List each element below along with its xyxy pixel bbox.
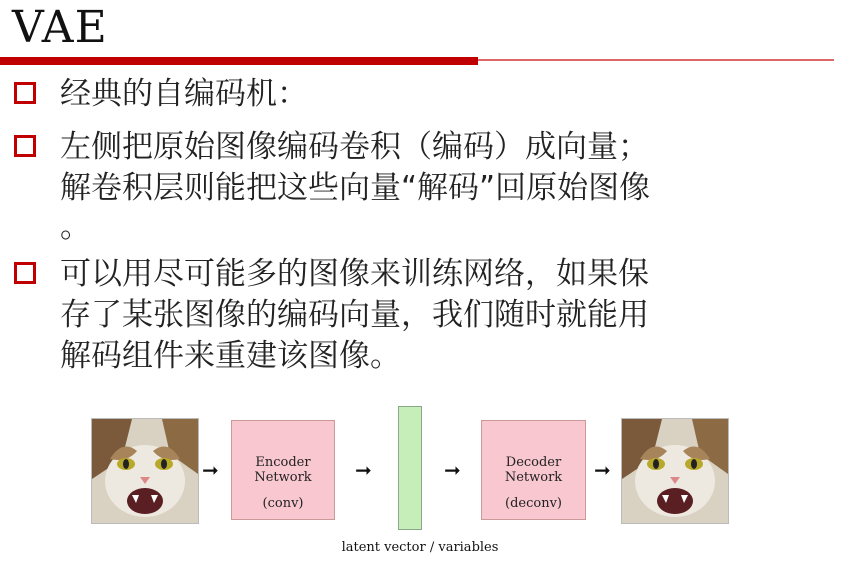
bullet-1-line-1: 经典的自编码机： [60,76,308,112]
output-cat-image [621,418,729,524]
arrow-encoder-to-latent: ➞ [355,458,372,482]
bullet-marker-1 [14,82,36,104]
latent-vector-bar [398,406,422,530]
decoder-network-box [481,420,586,520]
decoder-label-sub: (deconv) [505,496,562,511]
title-underline-thin [478,59,834,61]
encoder-label-sub: (conv) [262,496,304,511]
arrow-latent-to-decoder: ➞ [444,458,461,482]
arrow-input-to-encoder: ➞ [202,458,219,482]
arrow-decoder-to-output: ➞ [594,458,611,482]
bullet-3-line-1: 可以用尽可能多的图像来训练网络，如果保 [60,256,649,292]
bullet-2-line-1: 左侧把原始图像编码卷积（编码）成向量； [60,129,649,165]
cat-face-icon [92,419,198,523]
encoder-label-line2: Network [254,470,312,485]
bullet-2-line-3: 。 [60,209,91,245]
encoder-network-box [231,420,335,520]
bullet-marker-2 [14,135,36,157]
latent-vector-caption: latent vector / variables [341,540,499,555]
bullet-marker-3 [14,262,36,284]
decoder-label-line2: Network [504,470,563,485]
input-cat-image [91,418,199,524]
bullet-3-line-3: 解码组件来重建该图像。 [60,338,401,374]
bullet-2-line-2: 解卷积层则能把这些向量“解码”回原始图像 [60,170,651,206]
bullet-3-line-2: 存了某张图像的编码向量，我们随时就能用 [60,297,649,333]
decoder-label-line1: Decoder [505,455,562,470]
cat-face-icon [622,419,728,523]
encoder-label-line1: Encoder [255,455,311,470]
slide-title: VAE [12,2,108,53]
title-underline-thick [0,57,478,65]
